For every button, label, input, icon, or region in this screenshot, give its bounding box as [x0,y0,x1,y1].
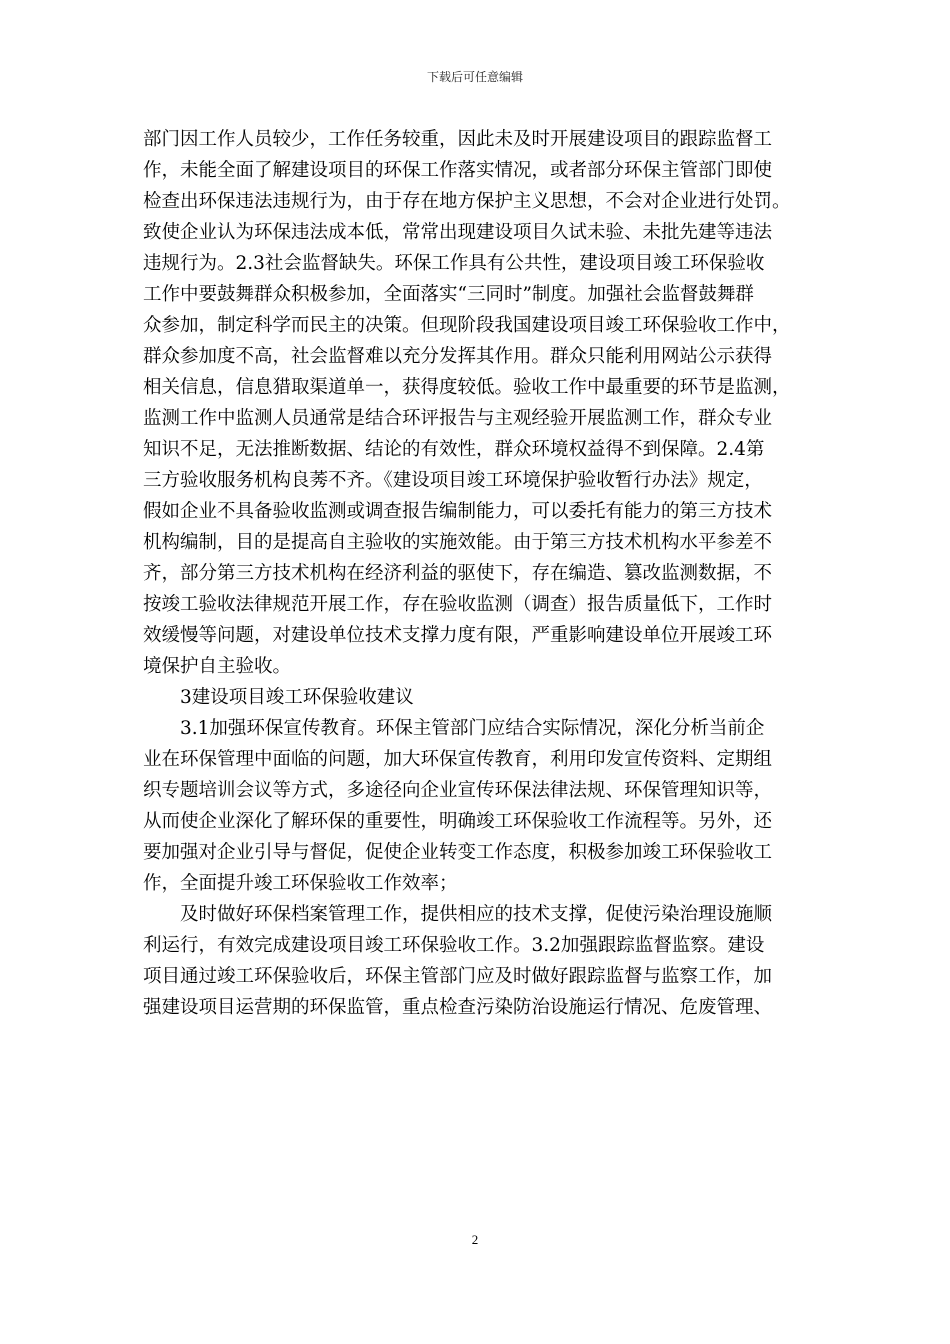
text-line: 假如企业不具备验收监测或调查报告编制能力，可以委托有能力的第三方技术 [143,501,773,522]
text-line: 及时做好环保档案管理工作，提供相应的技术支撑，促使污染治理设施顺 [180,904,773,925]
text-line: 知识不足，无法推断数据、结论的有效性，群众环境权益得不到保障。2.4第 [143,439,765,460]
text-line: 三方验收服务机构良莠不齐。《建设项目竣工环境保护验收暂行办法》规定， [143,470,763,491]
page-header: 下载后可任意编辑 [426,70,523,84]
text-line: 织专题培训会议等方式，多途径向企业宣传环保法律法规、环保管理知识等， [143,780,773,801]
text-line: 齐，部分第三方技术机构在经济利益的驱使下，存在编造、篡改监测数据，不 [143,563,773,584]
text-line: 致使企业认为环保违法成本低，常常出现建设项目久试未验、未批先建等违法 [143,222,773,243]
text-line: 群众参加度不高，社会监督难以充分发挥其作用。群众只能利用网站公示获得 [143,346,773,367]
text-line: 要加强对企业引导与督促，促使企业转变工作态度，积极参加竣工环保验收工 [143,842,773,863]
text-line: 众参加，制定科学而民主的决策。但现阶段我国建设项目竣工环保验收工作中， [143,315,791,336]
text-line: 3.1加强环保宣传教育。环保主管部门应结合实际情况，深化分析当前企 [180,718,765,739]
text-line: 项目通过竣工环保验收后，环保主管部门应及时做好跟踪监督与监察工作，加 [143,966,773,987]
section-heading-text: 3建设项目竣工环保验收建议 [180,687,414,708]
text-line: 境保护自主验收。 [143,656,292,677]
text-line: 从而使企业深化了解环保的重要性，明确竣工环保验收工作流程等。另外，还 [143,811,773,832]
text-line: 监测工作中监测人员通常是结合环评报告与主观经验开展监测工作，群众专业 [143,408,773,429]
text-line: 部门因工作人员较少，工作任务较重，因此未及时开展建设项目的跟踪监督工 [143,129,773,150]
text-line: 检查出环保违法违规行为，由于存在地方保护主义思想，不会对企业进行处罚。 [143,191,791,212]
text-line: 业在环保管理中面临的问题，加大环保宣传教育，利用印发宣传资料、定期组 [143,749,773,770]
paragraph-3 [143,899,811,1023]
text-line: 违规行为。2.3社会监督缺失。环保工作具有公共性，建设项目竣工环保验收 [143,253,765,274]
text-line: 工作中要鼓舞群众积极参加，全面落实“三同时”制度。加强社会监督鼓舞群 [143,284,754,305]
section-heading [143,682,811,713]
text-line: 作，全面提升竣工环保验收工作效率； [143,873,458,894]
document-body [143,124,811,1023]
text-line: 效缓慢等问题，对建设单位技术支撑力度有限，严重影响建设单位开展竣工环 [143,625,773,646]
paragraph-1 [143,124,811,682]
text-line: 按竣工验收法律规范开展工作，存在验收监测（调查）报告质量低下，工作时 [143,594,773,615]
page-number: 2 [471,1232,479,1247]
text-line: 作，未能全面了解建设项目的环保工作落实情况，或者部分环保主管部门即使 [143,160,773,181]
text-line: 机构编制，目的是提高自主验收的实施效能。由于第三方技术机构水平参差不 [143,532,773,553]
text-line: 利运行，有效完成建设项目竣工环保验收工作。3.2加强跟踪监督监察。建设 [143,935,765,956]
text-line: 相关信息，信息猎取渠道单一，获得度较低。验收工作中最重要的环节是监测， [143,377,791,398]
text-line: 强建设项目运营期的环保监管，重点检查污染防治设施运行情况、危废管理、 [143,997,773,1018]
paragraph-2 [143,713,811,899]
